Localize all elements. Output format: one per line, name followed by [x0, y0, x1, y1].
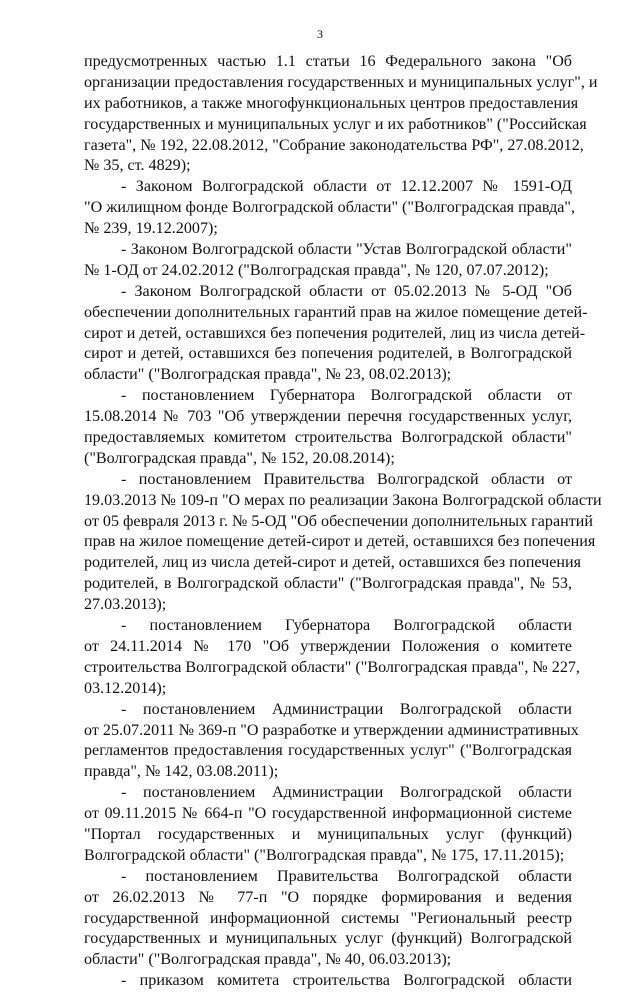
text-line: - Законом Волгоградской области от 12.12.2007 № 1591-ОД [121, 178, 572, 196]
text-line: - Законом Волгоградской области от 05.02.2013 № 5-ОД "Об [121, 282, 572, 300]
text-line: - постановлением Губернатора Волгоградской области [121, 617, 572, 635]
text-line: регламентов предоставления государственных услуг" ("Волгоградская [84, 742, 572, 760]
text-line: их работников, а также многофункциональных центров предоставления [84, 94, 579, 112]
text-line: - постановлением Губернатора Волгоградской области от [121, 387, 572, 405]
text-line: № 239, 19.12.2007); [84, 220, 218, 238]
text-line: от 25.07.2011 № 369-п "О разработке и утверждении административных [84, 721, 579, 739]
text-line: родителей, в Волгоградской области" ("Волгоградская правда", № 53, [84, 575, 572, 593]
text-line: предусмотренных частью 1.1 статьи 16 Федерального закона "Об [84, 53, 572, 70]
text-line: государственных и муниципальных услуг и их работников" ("Российская [84, 115, 587, 133]
text-line: государственных и муниципальных услуг (функций) Волгоградской [84, 930, 572, 948]
text-line: государственной информационной системы "Региональный реестр [84, 909, 572, 927]
text-line: - постановлением Правительства Волгоградской области от [121, 470, 572, 488]
text-line: от 05 февраля 2013 г. № 5-ОД "Об обеспечении дополнительных гарантий [84, 512, 593, 530]
text-line: "О жилищном фонде Волгоградской области" ("Волгоградская правда", [84, 199, 575, 217]
document-body [84, 52, 602, 992]
text-line: области" ("Волгоградская правда", № 40, 06.03.2013); [84, 951, 452, 969]
text-line: от 26.02.2013 № 77-п "О порядке формирования и ведения [84, 888, 572, 906]
text-line: 03.12.2014); [84, 679, 167, 697]
text-line: предоставляемых комитетом строительства Волгоградской области" [84, 429, 572, 447]
text-line: - приказом комитета строительства Волгоградской области [121, 972, 572, 990]
text-line: правда", № 142, 03.08.2011); [84, 763, 279, 781]
text-line: области" ("Волгоградская правда", № 23, 08.02.2013); [84, 366, 452, 384]
text-line: от 09.11.2015 № 664-п "О государственной информационной системе [84, 805, 572, 823]
text-line: газета", № 192, 22.08.2012, "Собрание законодательства РФ", 27.08.2012, [84, 136, 584, 154]
text-line: обеспечении дополнительных гарантий прав на жилое помещение детей- [84, 303, 588, 321]
text-line: № 35, ст. 4829); [84, 157, 191, 175]
text-line: - постановлением Администрации Волгоградской области [121, 784, 572, 802]
text-line: 19.03.2013 № 109-п "О мерах по реализации Закона Волгоградской области [84, 491, 602, 509]
text-line: - постановлением Правительства Волгоградской области [121, 867, 572, 885]
text-line: - Законом Волгоградской области "Устав Волгоградской области" [121, 241, 572, 259]
text-line: родителей, лиц из числа детей-сирот и детей, оставшихся без попечения [84, 554, 582, 572]
text-line: 15.08.2014 № 703 "Об утверждении перечня государственных услуг, [84, 408, 572, 426]
text-line: организации предоставления государственных и муниципальных услуг", и [84, 73, 598, 91]
text-line: "Портал государственных и муниципальных услуг (функций) [84, 825, 572, 843]
text-line: № 1-ОД от 24.02.2012 ("Волгоградская правда", № 120, 07.07.2012); [84, 261, 549, 279]
text-line: сирот и детей, оставшихся без попечения родителей, лиц из числа детей- [84, 324, 586, 342]
text-line: ("Волгоградская правда", № 152, 20.08.2014); [84, 449, 395, 467]
text-line: Волгоградской области" ("Волгоградская правда", № 175, 17.11.2015); [84, 846, 565, 864]
page-number: 3 [317, 27, 323, 41]
text-line: 27.03.2013); [84, 596, 167, 614]
text-line: прав на жилое помещение детей-сирот и детей, оставшихся без попечения [84, 533, 596, 551]
text-line: сирот и детей, оставшихся без попечения родителей, в Волгоградской [84, 345, 572, 363]
text-line: строительства Волгоградской области" ("Волгоградская правда", № 227, [84, 658, 580, 676]
text-line: от 24.11.2014 № 170 "Об утверждении Положения о комитете [84, 637, 572, 655]
text-line: - постановлением Администрации Волгоградской области [121, 700, 572, 718]
